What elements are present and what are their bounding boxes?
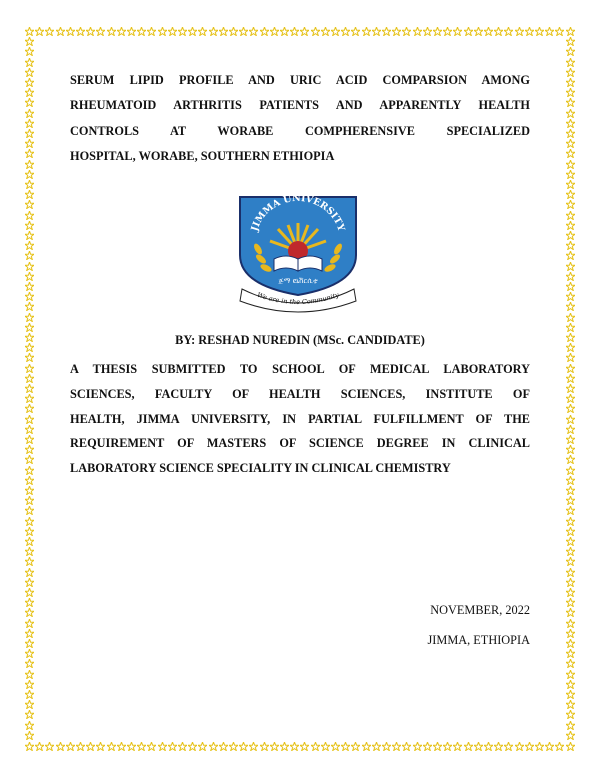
border-star-icon [96, 27, 105, 36]
border-star-icon [392, 742, 401, 751]
border-star-icon [566, 680, 575, 689]
border-star-icon [566, 180, 575, 189]
jimma-university-logo [234, 193, 362, 317]
border-star-icon [25, 578, 34, 587]
border-star-icon [566, 241, 575, 250]
border-star-icon [158, 742, 167, 751]
border-star-icon [25, 496, 34, 505]
border-star-icon [35, 742, 44, 751]
border-star-icon [25, 680, 34, 689]
border-star-icon [464, 742, 473, 751]
border-star-icon [25, 231, 34, 240]
border-star-icon [209, 27, 218, 36]
border-star-icon [127, 742, 136, 751]
border-star-icon [25, 445, 34, 454]
border-star-icon [392, 27, 401, 36]
border-star-icon [25, 700, 34, 709]
border-star-icon [566, 659, 575, 668]
border-star-icon [566, 710, 575, 719]
border-star-icon [290, 27, 299, 36]
border-star-icon [188, 27, 197, 36]
border-star-icon [566, 313, 575, 322]
border-star-icon [433, 742, 442, 751]
border-star-icon [382, 742, 391, 751]
border-star-icon [433, 27, 442, 36]
border-star-icon [423, 27, 432, 36]
border-star-icon [382, 27, 391, 36]
border-star-icon [25, 323, 34, 332]
border-star-icon [566, 374, 575, 383]
border-star-icon [453, 742, 462, 751]
border-star-icon [25, 649, 34, 658]
border-star-icon [566, 425, 575, 434]
border-star-icon [566, 639, 575, 648]
border-star-icon [25, 313, 34, 322]
border-star-icon [66, 27, 75, 36]
border-star-icon [25, 129, 34, 138]
border-star-icon [25, 272, 34, 281]
border-star-icon [178, 27, 187, 36]
border-star-icon [566, 670, 575, 679]
border-star-icon [566, 251, 575, 260]
border-star-icon [566, 476, 575, 485]
university-emblem-icon [234, 193, 362, 317]
border-star-icon [25, 425, 34, 434]
border-star-icon [25, 557, 34, 566]
border-star-icon [25, 211, 34, 220]
border-star-icon [188, 742, 197, 751]
border-star-icon [178, 742, 187, 751]
border-star-icon [566, 404, 575, 413]
border-star-icon [566, 415, 575, 424]
border-star-icon [25, 608, 34, 617]
border-star-icon [25, 37, 34, 46]
border-star-icon [25, 404, 34, 413]
border-star-icon [25, 537, 34, 546]
border-star-icon [25, 88, 34, 97]
border-star-icon [566, 68, 575, 77]
border-star-icon [566, 537, 575, 546]
logo-arc-text: JIMMA UNIVERSITY [249, 193, 347, 233]
border-star-icon [25, 58, 34, 67]
border-star-icon [566, 129, 575, 138]
border-star-icon [566, 170, 575, 179]
border-star-icon [147, 742, 156, 751]
border-star-icon [545, 27, 554, 36]
border-star-icon [25, 598, 34, 607]
border-star-icon [535, 742, 544, 751]
border-star-icon [566, 690, 575, 699]
border-star-icon [566, 517, 575, 526]
border-star-icon [96, 742, 105, 751]
logo-ribbon-text: We are in the Community [256, 290, 340, 307]
border-star-icon [566, 721, 575, 730]
border-star-icon [25, 517, 34, 526]
border-star-icon [56, 742, 65, 751]
submission-place: JIMMA, ETHIOPIA [427, 633, 530, 647]
border-star-icon [219, 742, 228, 751]
border-star-icon [76, 742, 85, 751]
border-star-icon [25, 282, 34, 291]
border-star-icon [198, 27, 207, 36]
border-star-icon [25, 374, 34, 383]
border-star-icon [566, 190, 575, 199]
border-star-icon [341, 742, 350, 751]
border-star-icon [566, 323, 575, 332]
author-line: BY: RESHAD NUREDIN (MSc. CANDIDATE) [175, 333, 425, 347]
border-star-icon [566, 262, 575, 271]
border-star-icon [168, 27, 177, 36]
thesis-line: HEALTH, JIMMA UNIVERSITY, IN PARTIAL FULFILLMENT OF THE [70, 411, 530, 426]
border-star-icon [504, 742, 513, 751]
border-star-icon [331, 742, 340, 751]
border-star-icon [25, 506, 34, 515]
border-star-icon [25, 455, 34, 464]
border-star-icon [229, 742, 238, 751]
border-star-icon [86, 27, 95, 36]
submission-date: NOVEMBER, 2022 [430, 603, 530, 617]
border-star-icon [66, 742, 75, 751]
border-star-icon [25, 588, 34, 597]
border-star-icon [351, 742, 360, 751]
border-star-icon [25, 710, 34, 719]
border-star-icon [25, 486, 34, 495]
logo-amharic-text: ጅማ ዩኒቨርሲቲ [278, 277, 318, 285]
border-star-icon [331, 27, 340, 36]
border-star-icon [566, 200, 575, 209]
border-star-icon [311, 742, 320, 751]
border-star-icon [566, 78, 575, 87]
border-star-icon [566, 455, 575, 464]
border-star-icon [25, 221, 34, 230]
border-star-icon [25, 98, 34, 107]
border-star-icon [566, 578, 575, 587]
border-star-icon [566, 302, 575, 311]
border-star-icon [300, 27, 309, 36]
border-star-icon [25, 690, 34, 699]
border-star-icon [86, 742, 95, 751]
border-star-icon [566, 629, 575, 638]
border-star-icon [311, 27, 320, 36]
border-star-icon [25, 639, 34, 648]
border-star-icon [25, 190, 34, 199]
border-star-icon [566, 211, 575, 220]
thesis-line: LABORATORY SCIENCE SPECIALITY IN CLINICAL CHEMISTRY [70, 461, 451, 476]
border-star-icon [372, 27, 381, 36]
border-star-icon [566, 292, 575, 301]
border-star-icon [566, 149, 575, 158]
border-star-icon [270, 742, 279, 751]
border-star-icon [464, 27, 473, 36]
border-star-icon [515, 27, 524, 36]
border-star-icon [566, 384, 575, 393]
border-star-icon [443, 742, 452, 751]
border-star-icon [25, 435, 34, 444]
border-star-icon [453, 27, 462, 36]
border-star-icon [25, 353, 34, 362]
border-star-icon [566, 272, 575, 281]
border-star-icon [566, 47, 575, 56]
border-star-icon [566, 37, 575, 46]
border-star-icon [35, 27, 44, 36]
border-star-icon [25, 139, 34, 148]
border-star-icon [280, 27, 289, 36]
border-star-icon [25, 170, 34, 179]
border-star-icon [198, 742, 207, 751]
border-star-icon [566, 119, 575, 128]
border-star-icon [566, 486, 575, 495]
border-star-icon [494, 742, 503, 751]
border-star-icon [56, 27, 65, 36]
border-star-icon [566, 731, 575, 740]
border-star-icon [525, 27, 534, 36]
border-star-icon [25, 109, 34, 118]
border-star-icon [402, 742, 411, 751]
border-star-icon [25, 527, 34, 536]
border-star-icon [566, 282, 575, 291]
border-star-icon [566, 27, 575, 36]
border-star-icon [300, 742, 309, 751]
border-star-icon [25, 149, 34, 158]
border-star-icon [137, 742, 146, 751]
border-star-icon [249, 27, 258, 36]
border-star-icon [566, 547, 575, 556]
border-star-icon [321, 742, 330, 751]
border-star-icon [25, 742, 34, 751]
border-star-icon [484, 742, 493, 751]
border-star-icon [168, 742, 177, 751]
thesis-line: SCIENCES, FACULTY OF HEALTH SCIENCES, INSTITUTE OF [70, 386, 530, 401]
border-star-icon [566, 109, 575, 118]
border-star-icon [25, 262, 34, 271]
border-star-icon [413, 27, 422, 36]
border-star-icon [25, 466, 34, 475]
border-star-icon [25, 47, 34, 56]
border-star-icon [535, 27, 544, 36]
border-star-icon [362, 27, 371, 36]
border-star-icon [76, 27, 85, 36]
border-star-icon [566, 98, 575, 107]
border-star-icon [209, 742, 218, 751]
border-star-icon [25, 619, 34, 628]
border-star-icon [270, 27, 279, 36]
border-star-icon [25, 78, 34, 87]
border-star-icon [566, 527, 575, 536]
title-line: CONTROLS AT WORABE COMPHERENSIVE SPECIALIZED [70, 123, 530, 138]
border-star-icon [25, 721, 34, 730]
border-star-icon [45, 27, 54, 36]
border-star-icon [25, 415, 34, 424]
border-star-icon [566, 231, 575, 240]
title-line: HOSPITAL, WORABE, SOUTHERN ETHIOPIA [70, 148, 335, 163]
border-star-icon [25, 568, 34, 577]
border-star-icon [25, 384, 34, 393]
border-star-icon [566, 160, 575, 169]
border-star-icon [474, 742, 483, 751]
border-star-icon [566, 598, 575, 607]
border-star-icon [566, 221, 575, 230]
border-star-icon [474, 27, 483, 36]
border-star-icon [566, 58, 575, 67]
border-star-icon [147, 27, 156, 36]
border-star-icon [566, 496, 575, 505]
border-star-icon [25, 302, 34, 311]
thesis-statement [70, 357, 530, 481]
border-star-icon [494, 27, 503, 36]
border-star-icon [566, 608, 575, 617]
title-line: SERUM LIPID PROFILE AND URIC ACID COMPARSION AMONG [70, 73, 530, 87]
border-star-icon [117, 742, 126, 751]
border-star-icon [107, 742, 116, 751]
border-star-icon [137, 27, 146, 36]
border-star-icon [566, 394, 575, 403]
border-star-icon [321, 27, 330, 36]
border-star-icon [545, 742, 554, 751]
border-star-icon [25, 731, 34, 740]
border-star-icon [45, 742, 54, 751]
border-star-icon [25, 476, 34, 485]
border-star-icon [341, 27, 350, 36]
border-star-icon [25, 547, 34, 556]
border-star-icon [25, 292, 34, 301]
border-star-icon [280, 742, 289, 751]
border-star-icon [566, 700, 575, 709]
border-star-icon [239, 742, 248, 751]
border-star-icon [351, 27, 360, 36]
border-star-icon [423, 742, 432, 751]
border-star-icon [239, 27, 248, 36]
border-star-icon [260, 742, 269, 751]
border-star-icon [555, 27, 564, 36]
border-star-icon [525, 742, 534, 751]
border-star-icon [25, 241, 34, 250]
border-star-icon [249, 742, 258, 751]
border-star-icon [25, 180, 34, 189]
border-star-icon [566, 466, 575, 475]
border-star-icon [25, 68, 34, 77]
border-star-icon [504, 27, 513, 36]
border-star-icon [566, 557, 575, 566]
border-star-icon [25, 27, 34, 36]
border-star-icon [372, 742, 381, 751]
border-star-icon [566, 506, 575, 515]
border-star-icon [443, 27, 452, 36]
border-star-icon [25, 659, 34, 668]
border-star-icon [413, 742, 422, 751]
border-star-icon [158, 27, 167, 36]
border-star-icon [566, 435, 575, 444]
border-star-icon [127, 27, 136, 36]
border-star-icon [25, 119, 34, 128]
border-star-icon [25, 670, 34, 679]
border-star-icon [566, 619, 575, 628]
border-star-icon [229, 27, 238, 36]
thesis-title [70, 68, 530, 169]
border-star-icon [117, 27, 126, 36]
border-star-icon [290, 742, 299, 751]
border-star-icon [566, 588, 575, 597]
border-star-icon [219, 27, 228, 36]
border-star-icon [107, 27, 116, 36]
border-star-icon [362, 742, 371, 751]
border-star-icon [25, 160, 34, 169]
border-star-icon [25, 394, 34, 403]
border-star-icon [515, 742, 524, 751]
border-star-icon [260, 27, 269, 36]
border-star-icon [566, 88, 575, 97]
title-line: RHEUMATOID ARTHRITIS PATIENTS AND APPARENTLY HEALTH [70, 98, 530, 113]
border-star-icon [566, 568, 575, 577]
border-star-icon [25, 251, 34, 260]
border-star-icon [25, 200, 34, 209]
border-star-icon [566, 445, 575, 454]
border-star-icon [566, 353, 575, 362]
border-star-icon [555, 742, 564, 751]
border-star-icon [402, 27, 411, 36]
border-star-icon [484, 27, 493, 36]
border-star-icon [566, 742, 575, 751]
thesis-line: REQUIREMENT OF MASTERS OF SCIENCE DEGREE IN CLINICAL [70, 436, 530, 451]
border-star-icon [566, 364, 575, 373]
border-star-icon [566, 649, 575, 658]
border-star-icon [566, 139, 575, 148]
border-star-icon [25, 629, 34, 638]
border-star-icon [25, 364, 34, 373]
thesis-line: A THESIS SUBMITTED TO SCHOOL OF MEDICAL LABORATORY [70, 362, 530, 376]
